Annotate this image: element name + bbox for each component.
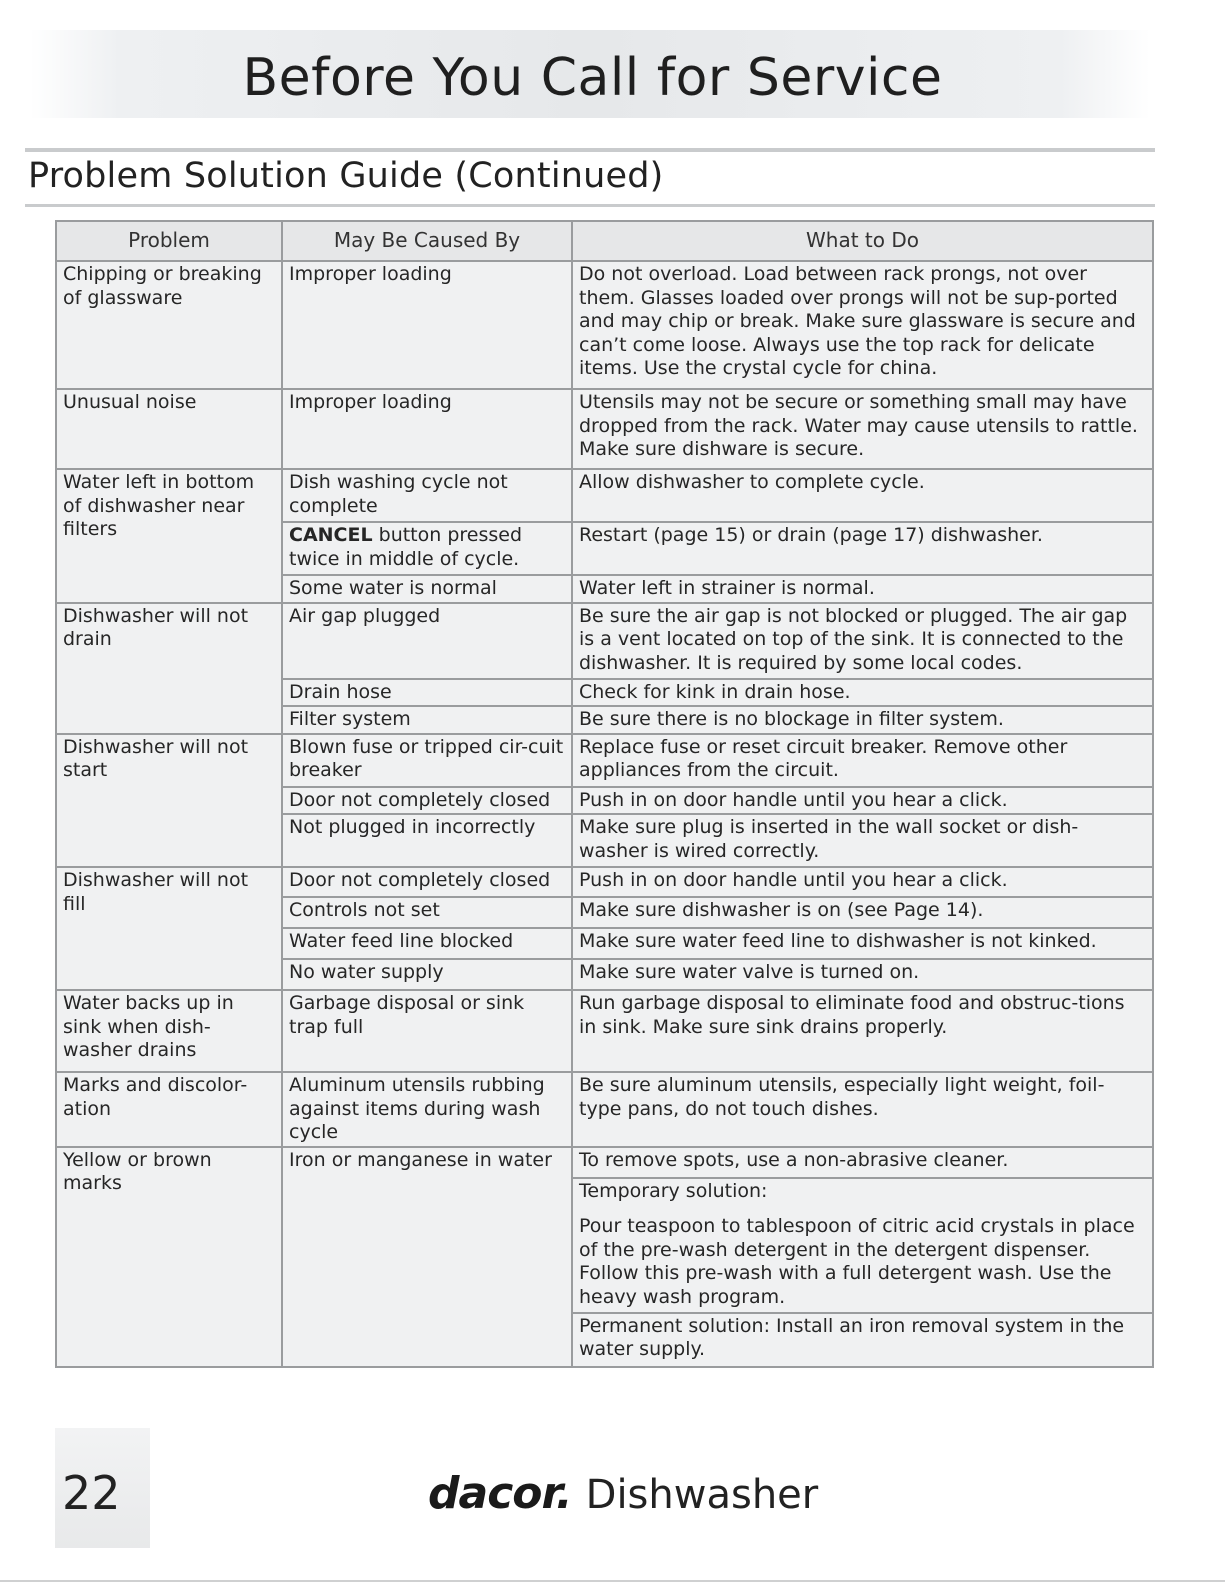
header-problem: Problem — [56, 221, 282, 261]
solution-cell: Push in on door handle until you hear a click. — [572, 787, 1153, 815]
table-row — [56, 389, 1153, 469]
solution-cell: Make sure water feed line to dishwasher is not kinked. — [572, 928, 1153, 959]
top-divider — [25, 148, 1155, 152]
solution-cell: Make sure dishwasher is on (see Page 14). — [572, 897, 1153, 928]
cause-cell: No water supply — [282, 959, 572, 990]
cause-cell — [282, 522, 572, 575]
solution-cell: Utensils may not be secure or something small may have dropped from the rack. Water may cause utensils to rattle. Make sure dishware is secure. — [572, 389, 1153, 469]
problem-cell: Water backs up in sink when dish-washer drains — [56, 990, 282, 1072]
cause-cell: Iron or manganese in water — [282, 1147, 572, 1367]
footer-brand — [428, 1468, 818, 1519]
cause-cell: Filter system — [282, 706, 572, 734]
cause-cell: Improper loading — [282, 389, 572, 469]
table-row — [56, 1147, 1153, 1178]
header-solution: What to Do — [572, 221, 1153, 261]
solution-cell: Make sure water valve is turned on. — [572, 959, 1153, 990]
cause-cell: Not plugged in incorrectly — [282, 814, 572, 867]
problem-cell: Water left in bottom of dishwasher near filters — [56, 469, 282, 603]
cancel-button-label: CANCEL — [289, 524, 373, 546]
cause-cell: Door not completely closed — [282, 867, 572, 897]
cause-cell: Door not completely closed — [282, 787, 572, 815]
solution-cell: To remove spots, use a non-abrasive cleaner. — [572, 1147, 1153, 1178]
dacor-logo: dacor. — [428, 1468, 572, 1519]
cause-cell: Blown fuse or tripped cir-cuit breaker — [282, 734, 572, 787]
solution-cell: Replace fuse or reset circuit breaker. Remove other appliances from the circuit. — [572, 734, 1153, 787]
solution-cell: Water left in strainer is normal. — [572, 575, 1153, 603]
table-row — [56, 261, 1153, 389]
solution-cell: Check for kink in drain hose. — [572, 679, 1153, 707]
cause-text: button pressed twice in middle of cycle. — [289, 524, 523, 570]
bottom-divider — [0, 1580, 1225, 1582]
problem-cell: Dishwasher will not drain — [56, 603, 282, 734]
section-divider — [25, 204, 1155, 207]
solution-cell: Do not overload. Load between rack prongs, not over them. Glasses loaded over prongs will not be sup-ported and may chip or break. Make sure glassware is secure and can’t come loose. Always use the top rack for delicate items. Use the crystal cycle for china. — [572, 261, 1153, 389]
solution-cell: Be sure there is no blockage in filter system. — [572, 706, 1153, 734]
table-header-row — [56, 221, 1153, 261]
page-title: Before You Call for Service — [242, 48, 943, 108]
solution-cell: Make sure plug is inserted in the wall socket or dish-washer is wired correctly. — [572, 814, 1153, 867]
problem-solution-table — [55, 220, 1154, 1368]
solution-cell: Restart (page 15) or drain (page 17) dishwasher. — [572, 522, 1153, 575]
table-row — [56, 1072, 1153, 1147]
cause-cell: Water feed line blocked — [282, 928, 572, 959]
cause-cell: Some water is normal — [282, 575, 572, 603]
temporary-solution-text: Pour teaspoon to tablespoon of citric acid crystals in place of the pre-wash detergent in the detergent dispenser. Follow this pre-wash with a full detergent wash. Use the heavy wash program. — [579, 1215, 1135, 1308]
problem-cell: Marks and discolor-ation — [56, 1072, 282, 1147]
cause-cell: Improper loading — [282, 261, 572, 389]
page-number: 22 — [62, 1466, 121, 1520]
cause-cell: Drain hose — [282, 679, 572, 707]
table-row — [56, 734, 1153, 787]
solution-cell: Run garbage disposal to eliminate food and obstruc-tions in sink. Make sure sink drains properly. — [572, 990, 1153, 1072]
temporary-solution-heading: Temporary solution: — [579, 1179, 768, 1202]
cause-cell: Garbage disposal or sink trap full — [282, 990, 572, 1072]
section-title: Problem Solution Guide (Continued) — [28, 156, 664, 196]
product-name: Dishwasher — [585, 1472, 819, 1518]
cause-cell: Controls not set — [282, 897, 572, 928]
solution-cell: Permanent solution: Install an iron removal system in the water supply. — [572, 1313, 1153, 1367]
solution-cell — [572, 1178, 1153, 1313]
cause-cell: Aluminum utensils rubbing against items during wash cycle — [282, 1072, 572, 1147]
solution-cell: Be sure the air gap is not blocked or plugged. The air gap is a vent located on top of the sink. It is connected to the dishwasher. It is required by some local codes. — [572, 603, 1153, 679]
problem-cell: Chipping or breaking of glassware — [56, 261, 282, 389]
solution-cell: Allow dishwasher to complete cycle. — [572, 469, 1153, 522]
problem-cell: Unusual noise — [56, 389, 282, 469]
problem-cell: Dishwasher will not start — [56, 734, 282, 868]
table-row — [56, 990, 1153, 1072]
cause-cell: Air gap plugged — [282, 603, 572, 679]
problem-cell: Dishwasher will not fill — [56, 867, 282, 990]
table-row — [56, 603, 1153, 679]
solution-cell: Push in on door handle until you hear a click. — [572, 867, 1153, 897]
solution-cell: Be sure aluminum utensils, especially light weight, foil-type pans, do not touch dishes. — [572, 1072, 1153, 1147]
problem-cell: Yellow or brown marks — [56, 1147, 282, 1367]
cause-cell: Dish washing cycle not complete — [282, 469, 572, 522]
table-row — [56, 469, 1153, 522]
table-row — [56, 867, 1153, 897]
header-cause: May Be Caused By — [282, 221, 572, 261]
